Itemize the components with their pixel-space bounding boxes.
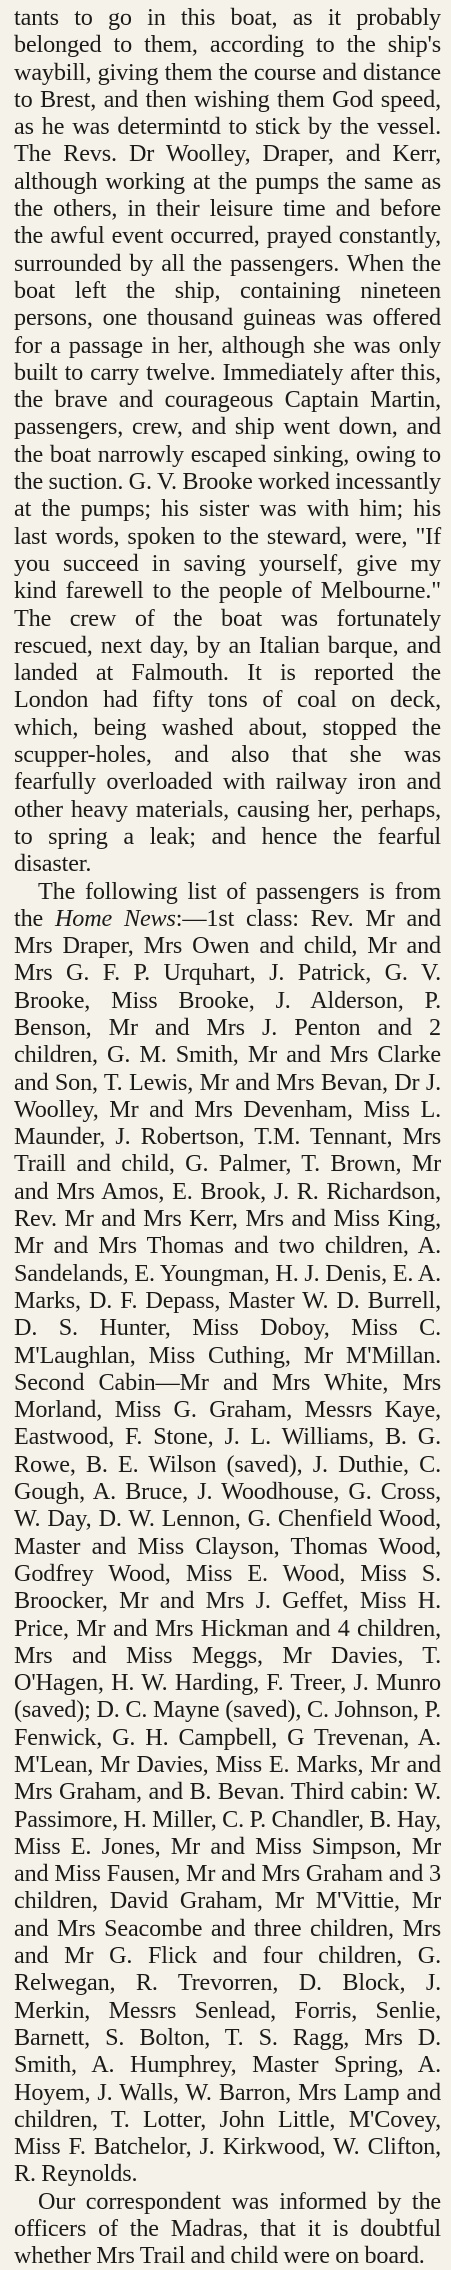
article-paragraph-2 (14, 878, 441, 2188)
passenger-list-lead: The following list of passengers is from the (14, 877, 441, 932)
article-paragraph-3: Our correspondent was informed by the officers of the Madras, that it is doubtful whether Mrs Trail and child were on board. (14, 2187, 441, 2270)
passenger-list: :—1st class: Rev. Mr and Mrs Draper, Mrs Owen and child, Mr and Mrs G. F. P. Urquhart, J. Patrick, G. V. Brooke, Miss Brooke, J. Alderson, P. Benson, Mr and Mrs J. Penton and 2 children, G. M. Smith, Mr and Mrs Clarke and Son, T. Lewis, Mr and Mrs Bevan, Dr J. Woolley, Mr and Mrs Devenham, Miss L. Maunder, J. Robertson, T.M. Tennant, Mrs Traill and child, G. Palmer, T. Brown, Mr and Mrs Amos, E. Brook, J. R. Richardson, Rev. Mr and Mrs Kerr, Mrs and Miss King, Mr and Mrs Thomas and two children, A. Sandelands, E. Youngman, H. J. Denis, E. A. Marks, D. F. Depass, Master W. D. Burrell, D. S. Hunter, Miss Doboy, Miss C. M'Laughlan, Miss Cuthing, Mr M'Millan. Second Cabin—Mr and Mrs White, Mrs Morland, Miss G. Graham, Messrs Kaye, Eastwood, F. Stone, J. L. Williams, B. G. Rowe, B. E. Wilson (saved), J. Duthie, C. Gough, A. Bruce, J. Woodhouse, G. Cross, W. Day, D. W. Lennon, G. Chenfield Wood, Master and Miss Clayson, Thomas Wood, Godfrey Wood, Miss E. Wood, Miss S. Broocker, Mr and Mrs J. Geffet, Miss H. Price, Mr and Mrs Hickman and 4 children, Mrs and Miss Meggs, Mr Davies, T. O'Hagen, H. W. Harding, F. Treer, J. Munro (saved); D. C. Mayne (saved), C. Johnson, P. Fenwick, G. H. Campbell, G Trevenan, A. M'Lean, Mr Davies, Miss E. Marks, Mr and Mrs Graham, and B. Bevan. Third cabin: W. Passimore, H. Miller, C. P. Chandler, B. Hay, Miss E. Jones, Mr and Miss Simpson, Mr and Miss Fausen, Mr and Mrs Graham and 3 children, David Graham, Mr M'Vittie, Mr and Mrs Seacombe and three children, Mrs and Mr G. Flick and four children, G. Relwegan, R. Trevorren, D. Block, J. Merkin, Messrs Senlead, Forris, Senlie, Barnett, S. Bolton, T. S. Ragg, Mrs D. Smith, A. Humphrey, Master Spring, A. Hoyem, J. Walls, W. Barron, Mrs Lamp and children, T. Lotter, John Little, M'Covey, Miss F. Batchelor, J. Kirkwood, W. Clifton, R. Reynolds. (14, 904, 441, 2188)
article-paragraph-1: tants to go in this boat, as it probably belonged to them, according to the ship's waybill, giving them the course and distance to Brest, and then wishing them God speed, as he was determintd to stick by the vessel. The Revs. Dr Woolley, Draper, and Kerr, although working at the pumps the same as the others, in their leisure time and before the awful event occurred, prayed constantly, surrounded by all the passengers. When the boat left the ship, containing nineteen persons, one thousand guineas was offered for a passage in her, although she was only built to carry twelve. Immediately after this, the brave and courageous Captain Martin, passengers, crew, and ship went down, and the boat narrowly escaped sinking, owing to the suction. G. V. Brooke worked incessantly at the pumps; his sister was with him; his last words, spoken to the steward, were, "If you succeed in saving yourself, give my kind farewell to the people of Melbourne." The crew of the boat was fortunately rescued, next day, by an Italian barque, and landed at Falmouth. It is reported the London had fifty tons of coal on deck, which, being washed about, stopped the scupper-holes, and also that she was fearfully overloaded with railway iron and other heavy materials, causing her, perhaps, to spring a leak; and hence the fearful disaster. (14, 4, 441, 878)
source-title: Home News (54, 904, 176, 932)
